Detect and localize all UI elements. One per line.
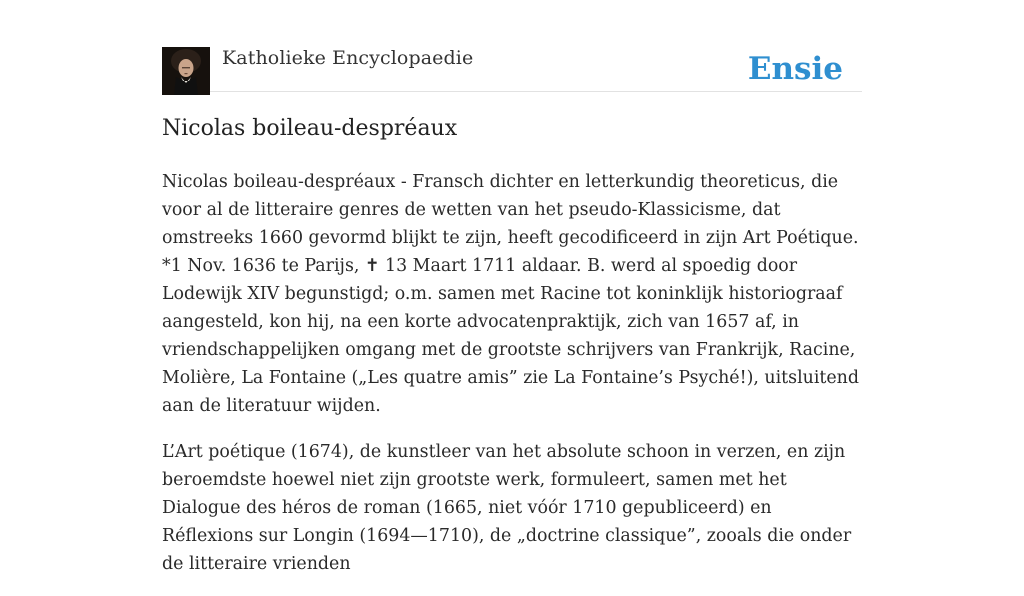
- portrait-icon: [162, 47, 210, 95]
- page-header: [162, 44, 862, 92]
- brand-logo[interactable]: Ensie: [747, 51, 843, 87]
- article-body: [162, 168, 864, 596]
- article-paragraph: Nicolas boileau-despréaux - Fransch dichter en letterkundig theoreticus, die voor al de litteraire genres de wetten van het pseudo-Klassicisme, dat omstreeks 1660 gevormd blijkt te zijn, heeft gecodificeerd in zijn Art Poétique. *1 Nov. 1636 te Parijs, ✝ 13 Maart 1711 aldaar. B. werd al spoedig door Lodewijk XIV begunstigd; o.m. samen met Racine tot koninklijk historiograaf aangesteld, kon hij, na een korte advocatenpraktijk, zich van 1657 af, in vriendschappelijken omgang met de grootste schrijvers van Frankrijk, Racine, Molière, La Fontaine („Les quatre amis” zie La Fontaine’s Psyché!), uitsluitend aan de literatuur wijden.: [162, 172, 860, 416]
- page-title: Nicolas boileau-despréaux: [162, 116, 458, 141]
- article-paragraph: L’Art poétique (1674), de kunstleer van het absolute schoon in verzen, en zijn beroemdste hoewel niet zijn grootste werk, formuleert, samen met het Dialogue des héros de roman (1665, niet vóór 1710 gepubliceerd) en Réflexions sur Longin (1694—1710), de „doctrine classique”, zooals die onder de litteraire vrienden: [162, 442, 852, 574]
- source-name[interactable]: Katholieke Encyclopaedie: [222, 47, 474, 69]
